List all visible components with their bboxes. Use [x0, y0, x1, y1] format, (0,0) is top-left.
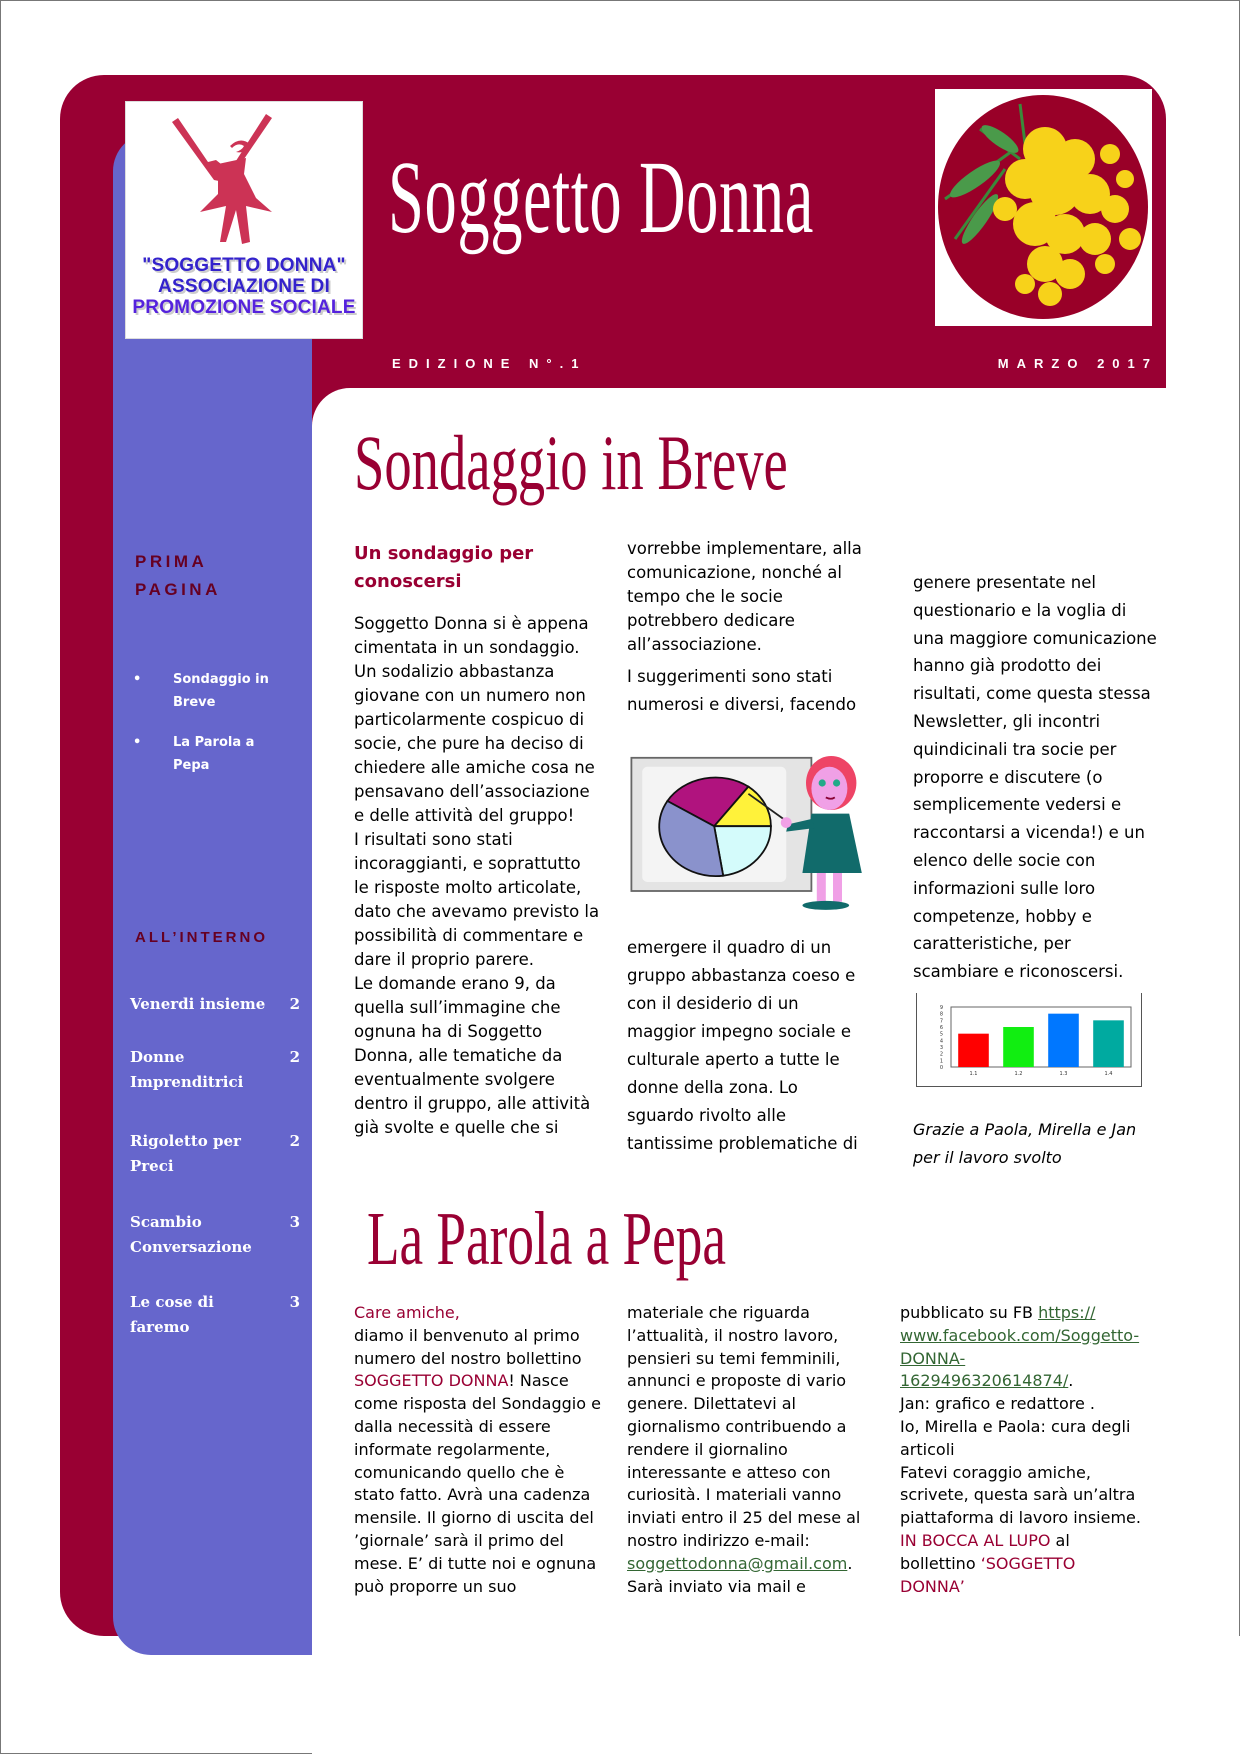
- logo-line: PROMOZIONE SOCIALE: [132, 297, 356, 318]
- association-logo: [125, 101, 363, 339]
- article1-column-1: [354, 540, 609, 1140]
- body-line: donne della zona. Lo: [627, 1078, 798, 1097]
- body-line: semplicemente vedersi e: [913, 795, 1122, 815]
- toc-label: Preci: [130, 1157, 174, 1175]
- body-line: Le domande erano 9, da: [354, 974, 556, 993]
- body-line: sguardo rivolto alle: [627, 1106, 786, 1125]
- body-line: materiale che riguarda: [627, 1303, 810, 1322]
- x-tick-label: 1.3: [1059, 1071, 1068, 1077]
- x-tick-label: 1.4: [1104, 1071, 1113, 1077]
- body-line: all’associazione.: [627, 635, 762, 654]
- y-tick-label: 1: [939, 1058, 943, 1065]
- toc-label: Le cose di faremo: [130, 1293, 214, 1336]
- thanks-line: Grazie a Paola, Mirella e Jan: [913, 1120, 1137, 1139]
- body-line: [900, 1553, 1170, 1576]
- body-line: interessante e atteso con: [627, 1462, 831, 1482]
- article-body: [354, 1393, 614, 1598]
- body-line: chiedere alle amiche cosa ne: [354, 758, 595, 777]
- article-body: [900, 1393, 1170, 1530]
- body-line: particolarmente cospicuo di: [354, 710, 585, 729]
- body-line: scrivete, questa sarà un’altra: [900, 1485, 1136, 1505]
- body-line: con il desiderio di un: [627, 994, 799, 1013]
- article2-column-1: [354, 1302, 614, 1598]
- article2-column-2: [627, 1302, 887, 1598]
- y-tick-label: 2: [939, 1051, 943, 1058]
- bulletin-name: DONNA’: [900, 1576, 965, 1596]
- body-line: [900, 1530, 1170, 1553]
- y-tick-label: 9: [939, 1005, 943, 1011]
- toc-row[interactable]: [130, 1129, 300, 1179]
- toc-label: Conversazione: [130, 1238, 252, 1256]
- body-line: inviati entro il 25 del mese al: [627, 1508, 861, 1528]
- y-tick-label: 6: [939, 1025, 943, 1031]
- body-line: [900, 1325, 1170, 1348]
- survey-bar-chart: [916, 993, 1142, 1087]
- body-line: [900, 1348, 1170, 1371]
- front-page-item-parola[interactable]: [133, 731, 303, 777]
- body-line: l’attualità, il nostro lavoro,: [627, 1325, 839, 1345]
- y-tick-label: 0: [939, 1065, 943, 1071]
- newsletter-title: Soggetto Donna: [388, 140, 814, 255]
- body-text: bollettino: [900, 1553, 981, 1573]
- body-line: già svolte e quelle che si: [354, 1118, 559, 1137]
- y-tick-label: 8: [939, 1011, 943, 1018]
- logo-text: [126, 255, 362, 318]
- body-line: numerosi e diversi, facendo: [627, 695, 857, 714]
- body-line: scambiare e riconoscersi.: [913, 962, 1124, 982]
- greeting: Care amiche,: [354, 1303, 460, 1322]
- body-line: potrebbero dedicare: [627, 611, 795, 630]
- y-tick-label: 3: [939, 1045, 943, 1051]
- article1-column-2-bottom: [627, 934, 887, 1158]
- article-body: [627, 1302, 887, 1553]
- bullet-icon: •: [133, 672, 142, 687]
- body-line: quella sull’immagine che: [354, 998, 561, 1017]
- edition-number: EDIZIONE N°.1: [392, 356, 587, 371]
- toc-row[interactable]: [130, 1045, 300, 1095]
- body-line: piattaforma di lavoro insieme.: [900, 1508, 1141, 1528]
- body-line: cimentata in un sondaggio.: [354, 638, 580, 657]
- toc-page: 2: [289, 1048, 300, 1066]
- article-subheading: [354, 540, 609, 596]
- article-body: [354, 612, 609, 1140]
- wish-text: IN BOCCA AL LUPO: [900, 1530, 1051, 1550]
- article-body: [627, 537, 887, 657]
- front-page-heading: [135, 548, 221, 604]
- facebook-link[interactable]: 1629496320614874/: [900, 1371, 1069, 1391]
- heading-line: PAGINA: [135, 580, 221, 599]
- body-line: elenco delle socie con: [913, 850, 1096, 870]
- body-line: dalla necessità di essere: [354, 1416, 551, 1436]
- body-line: informate regolarmente,: [354, 1439, 551, 1459]
- article1-column-3: [913, 569, 1183, 986]
- body-line: può proporre un suo: [354, 1576, 517, 1596]
- item-label: Sondaggio in: [173, 672, 269, 687]
- article2-column-3: [900, 1302, 1170, 1598]
- body-line: quindicinali tra socie per: [913, 739, 1117, 759]
- article-title-sondaggio: Sondaggio in Breve: [354, 419, 788, 506]
- y-tick-label: 4: [939, 1038, 943, 1045]
- body-line: comunicazione, nonché al: [627, 563, 842, 582]
- body-line: mese. E’ di tutte noi e ognuna: [354, 1553, 597, 1573]
- body-line: I suggerimenti sono stati: [627, 667, 833, 686]
- toc-page: 3: [289, 1293, 300, 1311]
- body-line: [900, 1302, 1170, 1325]
- bar: [1048, 1014, 1079, 1067]
- body-text: ! Nasce: [508, 1371, 569, 1391]
- front-page-list: [133, 668, 303, 794]
- body-line: genere presentate nel: [913, 573, 1096, 592]
- body-line: nostro indirizzo e-mail:: [627, 1530, 810, 1550]
- toc-label: Scambio: [130, 1213, 202, 1231]
- toc-page: 2: [289, 995, 300, 1013]
- issue-date: MARZO 2017: [997, 356, 1158, 371]
- body-line: le risposte molto articolate,: [354, 878, 582, 897]
- bar: [958, 1034, 989, 1067]
- body-line: proporre e discutere (o: [913, 767, 1103, 787]
- mimosa-flower-image: [935, 89, 1152, 326]
- body-line: [900, 1370, 1170, 1393]
- body-line: tantissime problematiche di: [627, 1134, 858, 1153]
- body-line: ognuna ha di Soggetto: [354, 1022, 543, 1041]
- email-link[interactable]: soggettodonna@gmail.com: [627, 1553, 848, 1573]
- bar: [1093, 1020, 1124, 1067]
- front-page-item-sondaggio[interactable]: [133, 668, 303, 714]
- sidebar: [113, 133, 312, 1655]
- item-label: Pepa: [173, 758, 210, 773]
- bar: [1003, 1027, 1034, 1067]
- item-label: Breve: [173, 695, 216, 710]
- body-line: numero del nostro bollettino: [354, 1348, 582, 1368]
- body-line: tempo che le socie: [627, 587, 783, 606]
- subheading-line: Un sondaggio per: [354, 543, 534, 564]
- body-line: dato che avevamo previsto la: [354, 902, 600, 921]
- body-line: caratteristiche, per: [913, 934, 1071, 954]
- body-line: pensavano dell’associazione: [354, 782, 590, 801]
- body-line: come risposta del Sondaggio e: [354, 1394, 601, 1414]
- body-line: hanno già prodotto dei: [913, 656, 1102, 676]
- body-line: vorrebbe implementare, alla: [627, 539, 862, 558]
- body-line: informazioni sulle loro: [913, 878, 1096, 898]
- content-panel-bottom: [312, 1636, 1240, 1754]
- body-line: ’giornale’ sarà il primo del: [354, 1530, 564, 1550]
- body-line: stato fatto. Avrà una cadenza: [354, 1485, 591, 1505]
- body-line: genere. Dilettatevi al: [627, 1394, 796, 1414]
- body-line: Un sodalizio abbastanza: [354, 662, 555, 681]
- toc-row[interactable]: [130, 992, 300, 1017]
- facebook-link[interactable]: DONNA-: [900, 1348, 966, 1368]
- body-line: risultati, come questa stessa: [913, 684, 1151, 704]
- body-line: Newsletter, gli incontri: [913, 711, 1101, 731]
- body-line: curiosità. I materiali vanno: [627, 1485, 842, 1505]
- body-line: mensile. Il giorno di uscita del: [354, 1508, 594, 1528]
- body-line: Jan: grafico e redattore .: [900, 1394, 1095, 1414]
- body-line: raccontarsi a vicenda!) e un: [913, 823, 1145, 843]
- thanks-note: [913, 1116, 1183, 1172]
- body-line: dare il proprio parere.: [354, 950, 534, 969]
- body-line: [354, 1370, 614, 1393]
- article1-column-2: [627, 537, 887, 719]
- logo-line: "SOGGETTO DONNA": [142, 255, 346, 276]
- article-body: [627, 663, 887, 719]
- body-line: una maggiore comunicazione: [913, 628, 1157, 648]
- body-line: socie, che pure ha deciso di: [354, 734, 584, 753]
- toc-page: 3: [289, 1213, 300, 1231]
- body-line: Donna, alle tematiche da: [354, 1046, 563, 1065]
- body-line: rendere il giornalino: [627, 1439, 788, 1459]
- body-line: eventualmente svolgere: [354, 1070, 555, 1089]
- inside-heading: ALL’INTERNO: [135, 929, 268, 946]
- body-line: culturale aperto a tutte le: [627, 1050, 840, 1069]
- toc-page: 2: [289, 1132, 300, 1150]
- toc-row[interactable]: [130, 1290, 300, 1340]
- bullet-icon: •: [133, 735, 142, 750]
- body-line: questionario e la voglia di: [913, 600, 1127, 620]
- body-line: pensieri su temi femminili,: [627, 1348, 841, 1368]
- body-text: .: [1068, 1371, 1074, 1391]
- body-line: dentro il gruppo, alle attività: [354, 1094, 591, 1113]
- body-line: competenze, hobby e: [913, 906, 1092, 926]
- bulletin-name: ‘SOGGETTO: [980, 1553, 1076, 1573]
- article-title-parola: La Parola a Pepa: [367, 1197, 726, 1281]
- facebook-link[interactable]: www.facebook.com/Soggetto-: [900, 1325, 1140, 1345]
- brand-name: SOGGETTO DONNA: [354, 1371, 509, 1391]
- bar-chart-svg: [917, 993, 1141, 1086]
- body-line: giornalismo contribuendo a: [627, 1416, 847, 1436]
- body-line: Soggetto Donna si è appena: [354, 614, 589, 633]
- toc-label: Donne: [130, 1048, 185, 1066]
- body-text: .: [847, 1553, 853, 1573]
- body-text: pubblicato su FB: [900, 1303, 1039, 1322]
- body-line: Sarà inviato via mail e: [627, 1576, 806, 1596]
- body-line: gruppo abbastanza coeso e: [627, 966, 856, 985]
- toc-row[interactable]: [130, 1210, 300, 1260]
- body-line: incoraggianti, e soprattutto: [354, 854, 581, 873]
- x-tick-label: 1.2: [1014, 1071, 1023, 1077]
- y-tick-label: 5: [939, 1031, 943, 1038]
- body-line: I risultati sono stati: [354, 830, 513, 849]
- body-line: possibilità di commentare e: [354, 926, 584, 945]
- presenter-pie-chart-illustration: [620, 738, 884, 918]
- presenter-illustration: [620, 738, 884, 918]
- article-body: [913, 569, 1183, 986]
- mimosa-illustration: [935, 89, 1152, 326]
- y-tick-label: 7: [939, 1018, 943, 1025]
- item-label: La Parola a: [173, 735, 255, 750]
- body-line: emergere il quadro di un: [627, 938, 832, 957]
- body-line: comunicando quello che è: [354, 1462, 565, 1482]
- body-line: diamo il benvenuto al primo: [354, 1325, 580, 1345]
- logo-line: ASSOCIAZIONE DI: [158, 276, 330, 297]
- dancing-woman-icon: [126, 102, 362, 252]
- body-text: al: [1050, 1530, 1070, 1550]
- x-tick-label: 1.1: [969, 1071, 978, 1077]
- body-line: e delle attività del gruppo!: [354, 806, 575, 825]
- body-line: Fatevi coraggio amiche,: [900, 1462, 1091, 1482]
- body-line: articoli: [900, 1439, 955, 1459]
- article-body: [627, 934, 887, 1158]
- body-line: Io, Mirella e Paola: cura degli: [900, 1416, 1131, 1436]
- thanks-line: per il lavoro svolto: [913, 1148, 1062, 1167]
- body-line: [627, 1553, 887, 1576]
- subheading-line: conoscersi: [354, 571, 462, 592]
- toc-label: Rigoletto per: [130, 1132, 241, 1150]
- facebook-link[interactable]: https://: [1038, 1303, 1096, 1322]
- toc-label: Venerdi insieme: [130, 995, 266, 1013]
- body-line: annunci e proposte di vario: [627, 1371, 847, 1391]
- body-line: giovane con un numero non: [354, 686, 586, 705]
- heading-line: PRIMA: [135, 552, 208, 571]
- toc-label: Imprenditrici: [130, 1073, 244, 1091]
- body-line: maggior impegno sociale e: [627, 1022, 851, 1041]
